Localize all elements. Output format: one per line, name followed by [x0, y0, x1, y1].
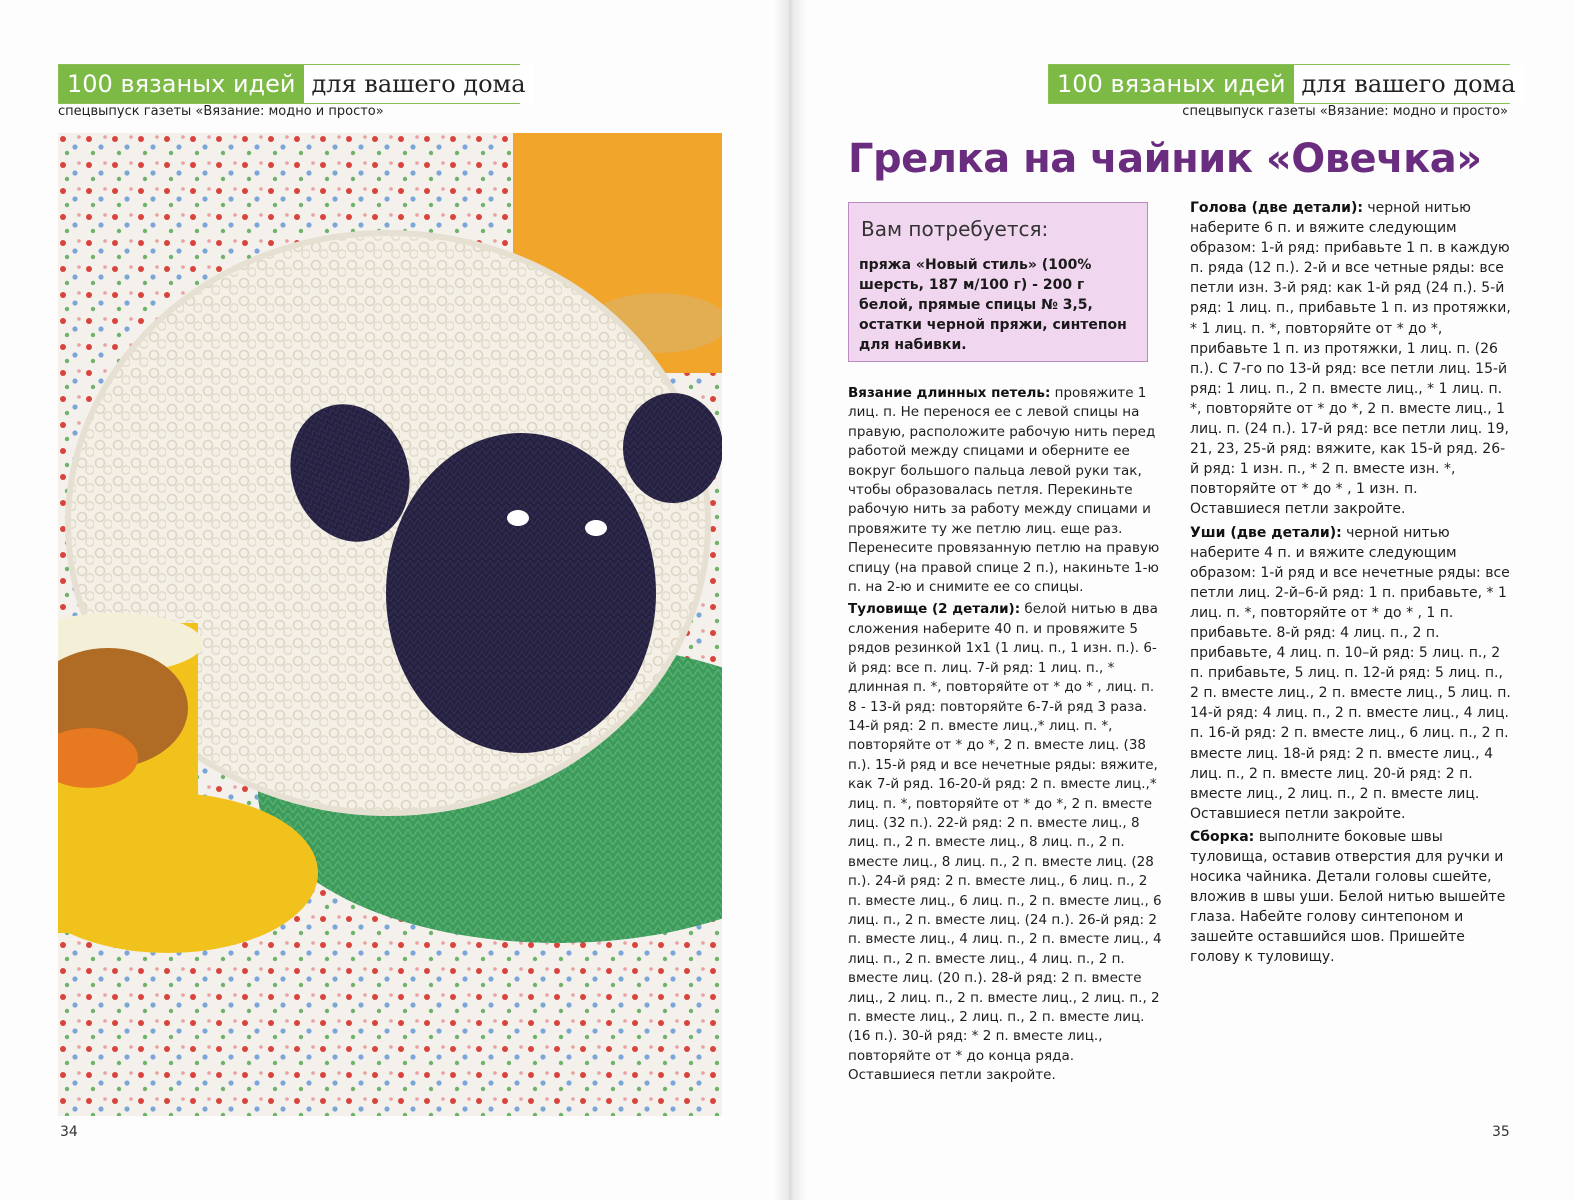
issue-subtitle-left: спецвыпуск газеты «Вязание: модно и просто» [58, 104, 384, 119]
text-column-1 [848, 384, 1162, 1089]
materials-box [848, 202, 1148, 362]
page-number-right: 35 [1492, 1124, 1510, 1140]
section-assembly [1190, 827, 1512, 968]
series-tagline: для вашего дома [1294, 65, 1524, 103]
text-column-2 [1190, 198, 1512, 971]
series-header-right [1048, 64, 1516, 104]
section-text: белой нитью в два сложения наберите 40 п. и провяжите 5 рядов резинкой 1х1 (1 лиц. п., 1 изн. п.). 6-й ряд: все п. лиц. 7-й ряд: 1 лиц. п., * длинная п. *, повторяйте от * до * , лиц. п. 8 - 13-й ряд: повторяйте 6-7-й ряд 3 раза. 14-й ряд: 2 п. вместе лиц.,* лиц. п. *, повторяйте от * до *, 2 п. вместе лиц. (38 п.). 15-й ряд и все нечетные ряды: вяжите, как 7-й ряд. 16-20-й ряд: 2 п. вместе лиц.,* лиц. п. *, повторяйте от * до *, 2 п. вместе лиц. (32 п.). 22-й ряд: 2 п. вместе лиц., 8 лиц. п., 2 п. вместе лиц., 8 лиц. п., 2 п. вместе лиц., 8 лиц. п., 2 п. вместе лиц. (28 п.). 24-й ряд: 2 п. вместе лиц., 6 лиц. п., 2 п. вместе лиц., 6 лиц. п., 2 п. вместе лиц., 6 лиц. п., 2 п. вместе лиц. (24 п.). 26-й ряд: 2 п. вместе лиц., 4 лиц. п., 2 п. вместе лиц., 4 лиц. п., 2 п. вместе лиц., 4 лиц. п., 2 п. вместе лиц. (20 п.). 28-й ряд: 2 п. вместе лиц., 2 лиц. п., 2 п. вместе лиц., 2 лиц. п., 2 п. вместе лиц., 2 лиц. п., 2 п. вместе лиц. (16 п.). 30-й ряд: * 2 п. вместе лиц., повторяйте от * до конца ряда. Оставшиеся петли закройте. [848, 601, 1162, 1084]
section-long-loops [848, 384, 1162, 597]
materials-list: пряжа «Новый стиль» (100% шерсть, 187 м/100 г) - 200 г белой, прямые спицы № 3,5, остатки черной пряжи, синтепон для набивки. [859, 257, 1127, 353]
sheep-tea-cosy-photo [58, 133, 722, 1116]
section-lead: Уши (две детали): [1190, 524, 1342, 541]
section-text: черной нитью наберите 4 п. и вяжите следующим образом: 1-й ряд и все нечетные ряды: все петли лиц. 2-й–6-й ряд: 1 п. прибавьте, * 1 лиц. п. *, повторяйте от * до * , 1 п. прибавьте. 8-й ряд: 4 лиц. п., 2 п. прибавьте, 4 лиц. п. 10–й ряд: 5 лиц. п., 2 п. прибавьте, 5 лиц. п. 12-й ряд: 5 лиц. п., 2 п. вместе лиц., 2 п. вместе лиц., 5 лиц. п. 14-й ряд: 4 лиц. п., 2 п. вместе лиц., 4 лиц. п. 16-й ряд: 2 п. вместе лиц., 6 лиц. п., 2 п. вместе лиц. 18-й ряд: 2 п. вместе лиц., 4 лиц. п., 2 п. вместе лиц. 20-й ряд: 2 п. вместе лиц., 2 лиц. п., 2 п. вместе лиц. Оставшиеся петли закройте. [1190, 524, 1511, 822]
page-gutter [772, 0, 808, 1200]
section-ears [1190, 523, 1512, 824]
series-header-left [58, 64, 526, 104]
series-tagline: для вашего дома [304, 65, 534, 103]
section-lead: Голова (две детали): [1190, 200, 1363, 216]
section-text: выполните боковые швы туловища, оставив отверстия для ручки и носика чайника. Детали головы сшейте, вложив в швы уши. Белой нитью вышейте глаза. Набейте голову синтепоном и зашейте оставшийся шов. Пришейте голову к туловищу. [1190, 828, 1506, 966]
section-head [1190, 198, 1512, 520]
article-title: Грелка на чайник «Овечка» [848, 136, 1482, 182]
section-lead: Туловище (2 детали): [848, 601, 1021, 618]
series-name: 100 вязаных идей [1049, 65, 1294, 103]
section-lead: Вязание длинных петель: [848, 385, 1051, 401]
section-body-part [848, 600, 1162, 1085]
section-text: черной нитью наберите 6 п. и вяжите следующим образом: 1-й ряд: прибавьте 1 п. в каждую п. ряда (12 п.). 2-й и все четные ряды: все петли изн. 3-й ряд: как 1-й ряд (24 п.). 5-й ряд: 1 лиц. п., прибавьте 1 п. из протяжки, * 1 лиц. п. *, повторяйте от * до *, прибавьте 1 п. из протяжки, 1 лиц. п. (26 п.). С 7-го по 13-й ряд: все петли лиц. 15-й ряд: 1 лиц. п., 2 п. вместе лиц., * 1 лиц. п. *, повторяйте от * до *, 2 п. вместе лиц., 1 лиц. п. (24 п.). 17-й ряд: все петли лиц. 19, 21, 23, 25-й ряд: вяжите, как 15-й ряд. 26-й ряд: 1 изн. п., * 2 п. вместе изн. *, повторяйте от * до * , 1 изн. п. Оставшиеся петли закройте. [1190, 200, 1511, 518]
section-text: провяжите 1 лиц. п. Не перенося ее с левой спицы на правую, расположите рабочую нить перед работой между спицами и оберните ее вокруг большого пальца левой руки так, чтобы образовалась петля. Перекиньте рабочую нить за работу между спицами и провяжите ту же петлю лиц. еще раз. Перенесите провязанную петлю на правую спицу (на правой спице 2 п.), накиньте 1-ю п. на 2-ю и снимите ее со спицы. [848, 385, 1160, 596]
photo-illustration [58, 133, 722, 1116]
materials-heading: Вам потребуется: [861, 217, 1049, 241]
page-number-left: 34 [60, 1124, 78, 1140]
section-lead: Сборка: [1190, 828, 1255, 845]
series-name: 100 вязаных идей [59, 65, 304, 103]
issue-subtitle-right: спецвыпуск газеты «Вязание: модно и просто» [1182, 104, 1508, 119]
